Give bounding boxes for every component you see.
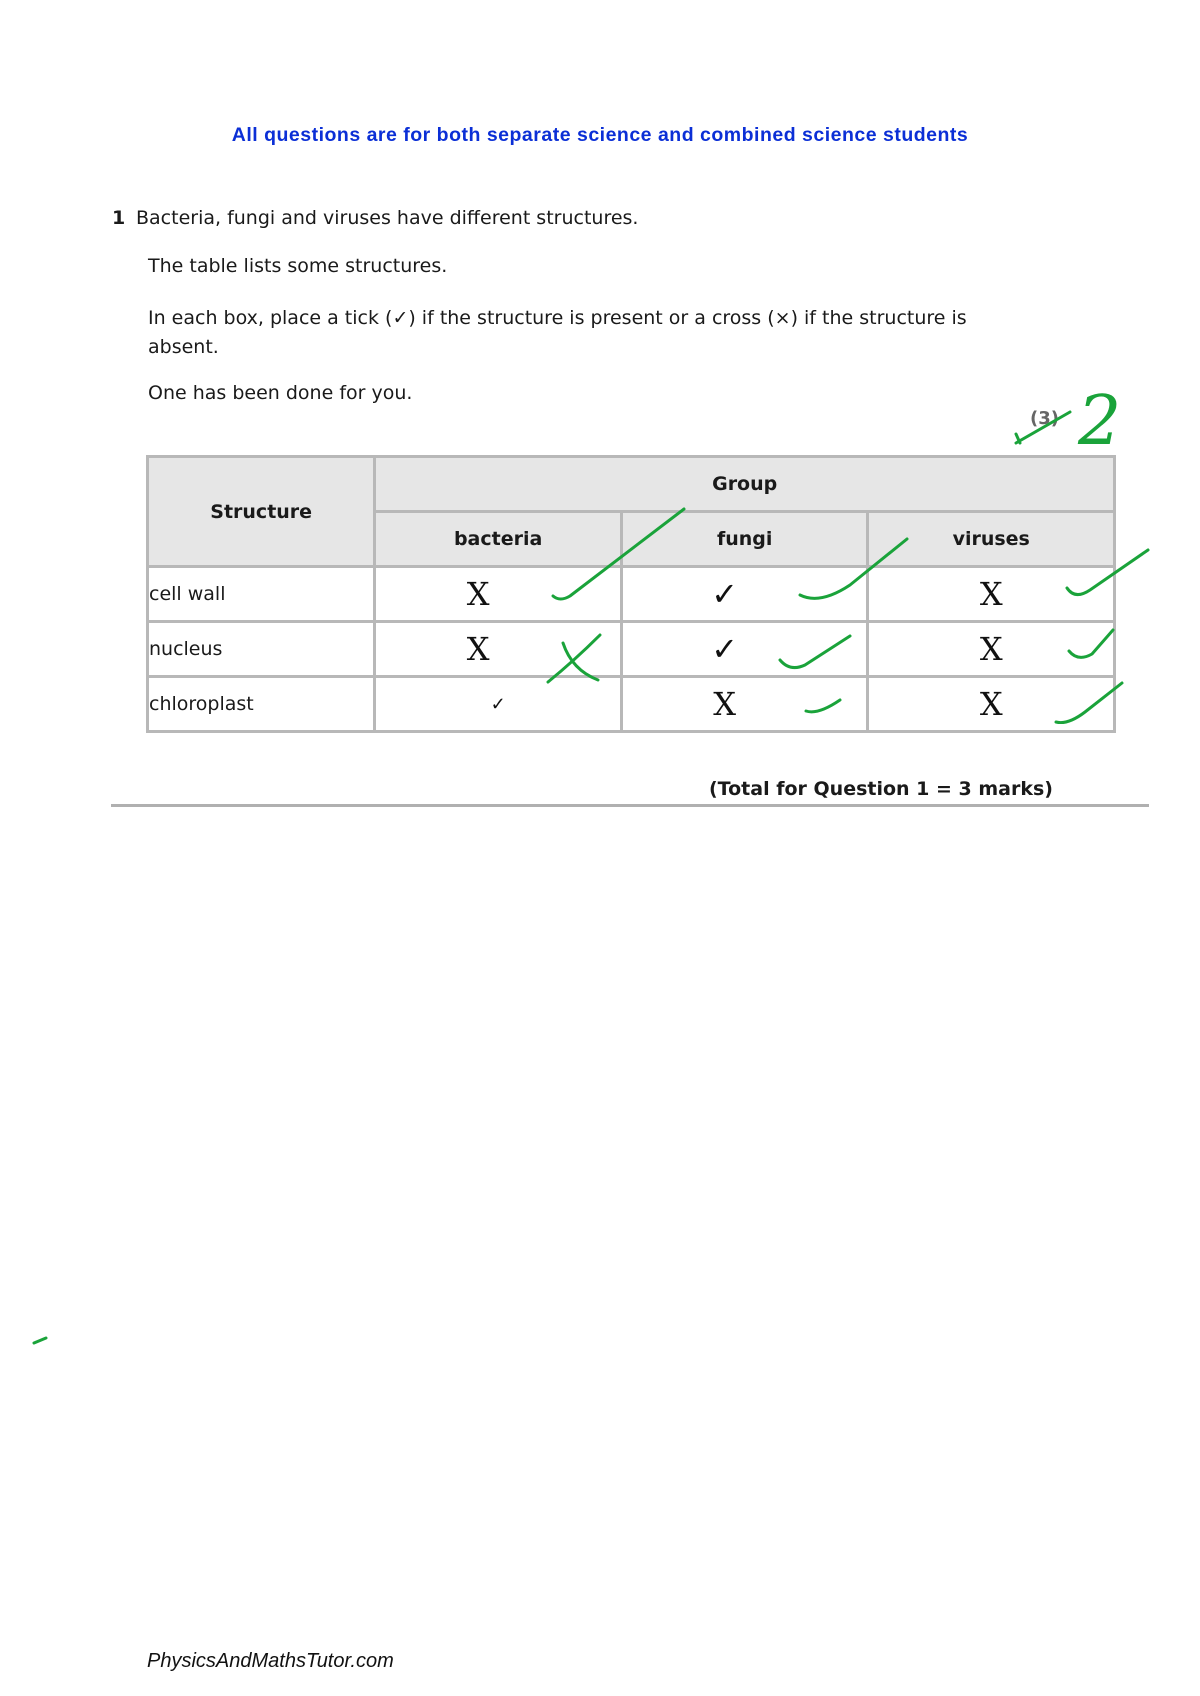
- answer-box[interactable]: [621, 567, 868, 622]
- answer-box[interactable]: [621, 677, 868, 732]
- handwritten-answer: X: [713, 685, 737, 723]
- banner-note: All questions are for both separate science and combined science students: [231, 124, 969, 146]
- row-label-cell-wall: cell wall: [148, 567, 375, 622]
- handwritten-answer: X: [466, 575, 490, 613]
- table-row: [148, 622, 1115, 677]
- table-row: [148, 677, 1115, 732]
- question-line-2: The table lists some structures.: [148, 255, 448, 277]
- handwritten-answer: X: [979, 685, 1003, 723]
- divider: [111, 804, 1149, 807]
- marker-score: 2: [1078, 382, 1122, 461]
- answer-box[interactable]: [375, 677, 622, 732]
- row-label-nucleus: nucleus: [148, 622, 375, 677]
- column-bacteria: bacteria: [375, 512, 622, 567]
- answer-box[interactable]: [375, 622, 622, 677]
- handwritten-answer: ✓: [711, 630, 739, 668]
- handwritten-answer: X: [979, 630, 1003, 668]
- column-viruses: viruses: [868, 512, 1115, 567]
- answer-box[interactable]: [868, 677, 1115, 732]
- handwritten-answer: ✓: [711, 575, 739, 613]
- printed-example-tick: ✓: [490, 694, 506, 715]
- answer-box[interactable]: [868, 622, 1115, 677]
- question-instructions: In each box, place a tick (✓) if the structure is present or a cross (×) if the structure is absent.: [148, 307, 967, 358]
- structure-header: Structure: [148, 457, 375, 567]
- question-intro: Bacteria, fungi and viruses have different structures.: [136, 207, 639, 229]
- question-total: (Total for Question 1 = 3 marks): [709, 778, 1053, 800]
- group-header: Group: [375, 457, 1115, 512]
- handwritten-answer: X: [979, 575, 1003, 613]
- column-fungi: fungi: [621, 512, 868, 567]
- table-row: [148, 567, 1115, 622]
- answer-box[interactable]: [375, 567, 622, 622]
- row-label-chloroplast: chloroplast: [148, 677, 375, 732]
- handwritten-answer: X: [466, 630, 490, 668]
- question-number: 1: [112, 207, 126, 229]
- marker-tick-icon: [1016, 434, 1020, 443]
- marks-available: (3): [1030, 408, 1059, 429]
- question-line-4: One has been done for you.: [148, 382, 413, 404]
- marker-stray-mark: [34, 1338, 46, 1343]
- footer-brand: PhysicsAndMathsTutor.com: [147, 1650, 394, 1672]
- answer-box[interactable]: [621, 622, 868, 677]
- answer-box[interactable]: [868, 567, 1115, 622]
- structures-table: [146, 455, 1116, 733]
